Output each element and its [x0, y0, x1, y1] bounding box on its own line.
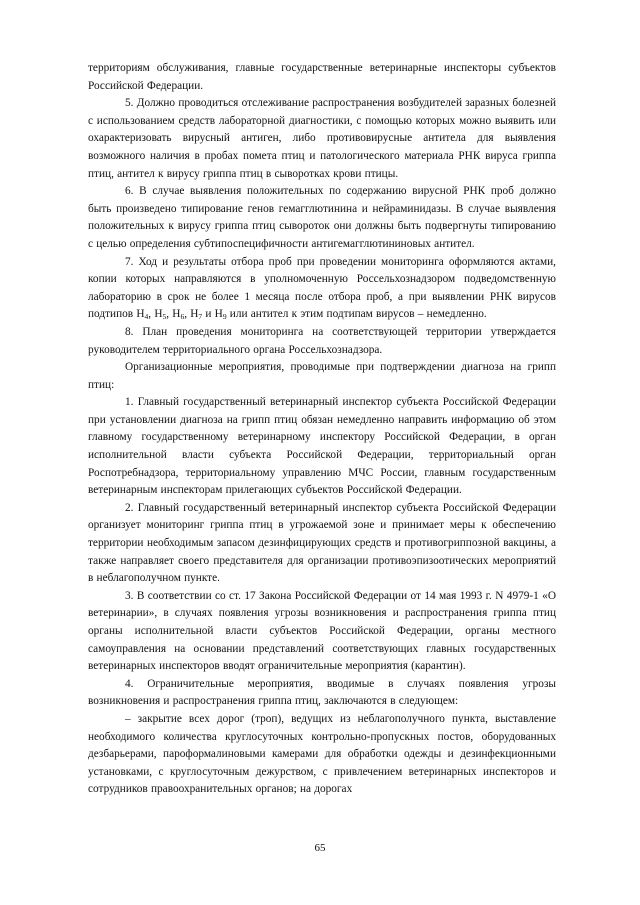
paragraph-item-6: 6. В случае выявления положительных по содержанию вирусной РНК проб должно быть произведено типирование генов гемагглютинина и нейраминидазы. В случае выявления положительных к вирусу гриппа птиц сывороток они должны быть подвергнуты типированию с целью определения субтипоспецифичности антигемагглютининовых антител. — [88, 185, 556, 250]
paragraph-measure-2: 2. Главный государственный ветеринарный инспектор субъекта Российской Федерации организует мониторинг гриппа птиц в угрожаемой зоне и принимает меры к обеспечению территории необходимым запасом дезинфицирующих средств и противогриппозной вакцины, а также направляет своего представителя для организации противоэпизоотических мероприятий в неблагополучном пункте. — [88, 501, 556, 585]
paragraph-item-7-text: 7. Ход и результаты отбора проб при проведении мониторинга оформляются актами, копии которых направляются в уполномоченную Россельхознадзором подведомственную лабораторию в срок не более 1 месяца после отбора проб, а при выявлении РНК вирусов подтипов Н — [88, 255, 556, 321]
subtype-9: 9 — [222, 312, 227, 322]
paragraph-measure-1: 1. Главный государственный ветеринарный инспектор субъекта Российской Федерации при установлении диагноза на грипп птиц обязан немедленно направить информацию об этом главному государственному ветеринарному инспектору Российской Федерации, в орган исполнительной власти субъекта Российской Федерации, территориальный орган Роспотребнадзора, территориальному управлению МЧС России, главным государственным ветеринарным инспекторам прилегающих субъектов Российской Федерации. — [88, 396, 556, 497]
subtype-4: 4 — [144, 312, 149, 322]
document-body — [88, 60, 556, 799]
paragraph-item-5: 5. Должно проводиться отслеживание распространения возбудителей заразных болезней с использованием средств лабораторной диагностики, с помощью которых можно выявить или охарактеризовать вирусный антиген, либо противовирусные антитела для выявления возможного наличия в пробах помета птиц и патологического материала РНК вируса гриппа птиц, антител к вирусу гриппа птиц в сыворотках крови птицы. — [88, 97, 556, 180]
paragraph-measure-4: 4. Ограничительные мероприятия, вводимые в случаях появления угрозы возникновения и распространения гриппа птиц, заключаются в следующем: — [88, 677, 556, 708]
paragraph-item-7: 7. Ход и результаты отбора проб при проведении мониторинга оформляются актами, копии которых направляются в уполномоченную Россельхознадзором подведомственную лабораторию в срок не более 1 месяца после отбора проб, а при выявлении РНК вирусов подтипов $Н_4$, $Н_5$, $Н_6$, $Н_7$ и $Н_9$ или антител к этим подтипам вирусов – немедленно. — [88, 255, 556, 322]
subtype-7: 7 — [198, 312, 203, 322]
list-item-dash: – закрытие всех дорог (троп), ведущих из неблагополучного пункта, выставление необходимого количества круглосуточных контрольно-пропускных постов, оборудованных дезбарьерами, пароформалиновыми камерами для обработки одежды и дезинфекционными установками, с круглосуточным дежурством, с привлечением ветеринарных инспекторов и сотрудников правоохранительных органов; на дорогах — [88, 712, 556, 796]
paragraph-continuation: территориям обслуживания, главные государственные ветеринарные инспекторы субъектов Российской Федерации. — [88, 62, 556, 92]
paragraph-measure-3: 3. В соответствии со ст. 17 Закона Российской Федерации от 14 мая 1993 г. N 4979-1 «О ветеринарии», в случаях появления угрозы возникновения и распространения гриппа птиц органы исполнительной власти субъектов Российской Федерации, органы местного самоуправления на основании представлений соответствующих главных государственных ветеринарных инспекторов вводят ограничительные мероприятия (карантин). — [88, 589, 556, 673]
paragraph-item-8: 8. План проведения мониторинга на соответствующей территории утверждается руководителем территориального органа Россельхознадзора. — [88, 325, 556, 356]
paragraph-item-7-tail: или антител к этим подтипам вирусов – немедленно. — [226, 308, 487, 321]
subtype-6: 6 — [180, 312, 185, 322]
page-number: 65 — [314, 842, 326, 854]
section-heading-organizational-measures: Организационные мероприятия, проводимые при подтверждении диагноза на грипп птиц: — [88, 361, 556, 391]
subtype-5: 5 — [162, 312, 167, 322]
